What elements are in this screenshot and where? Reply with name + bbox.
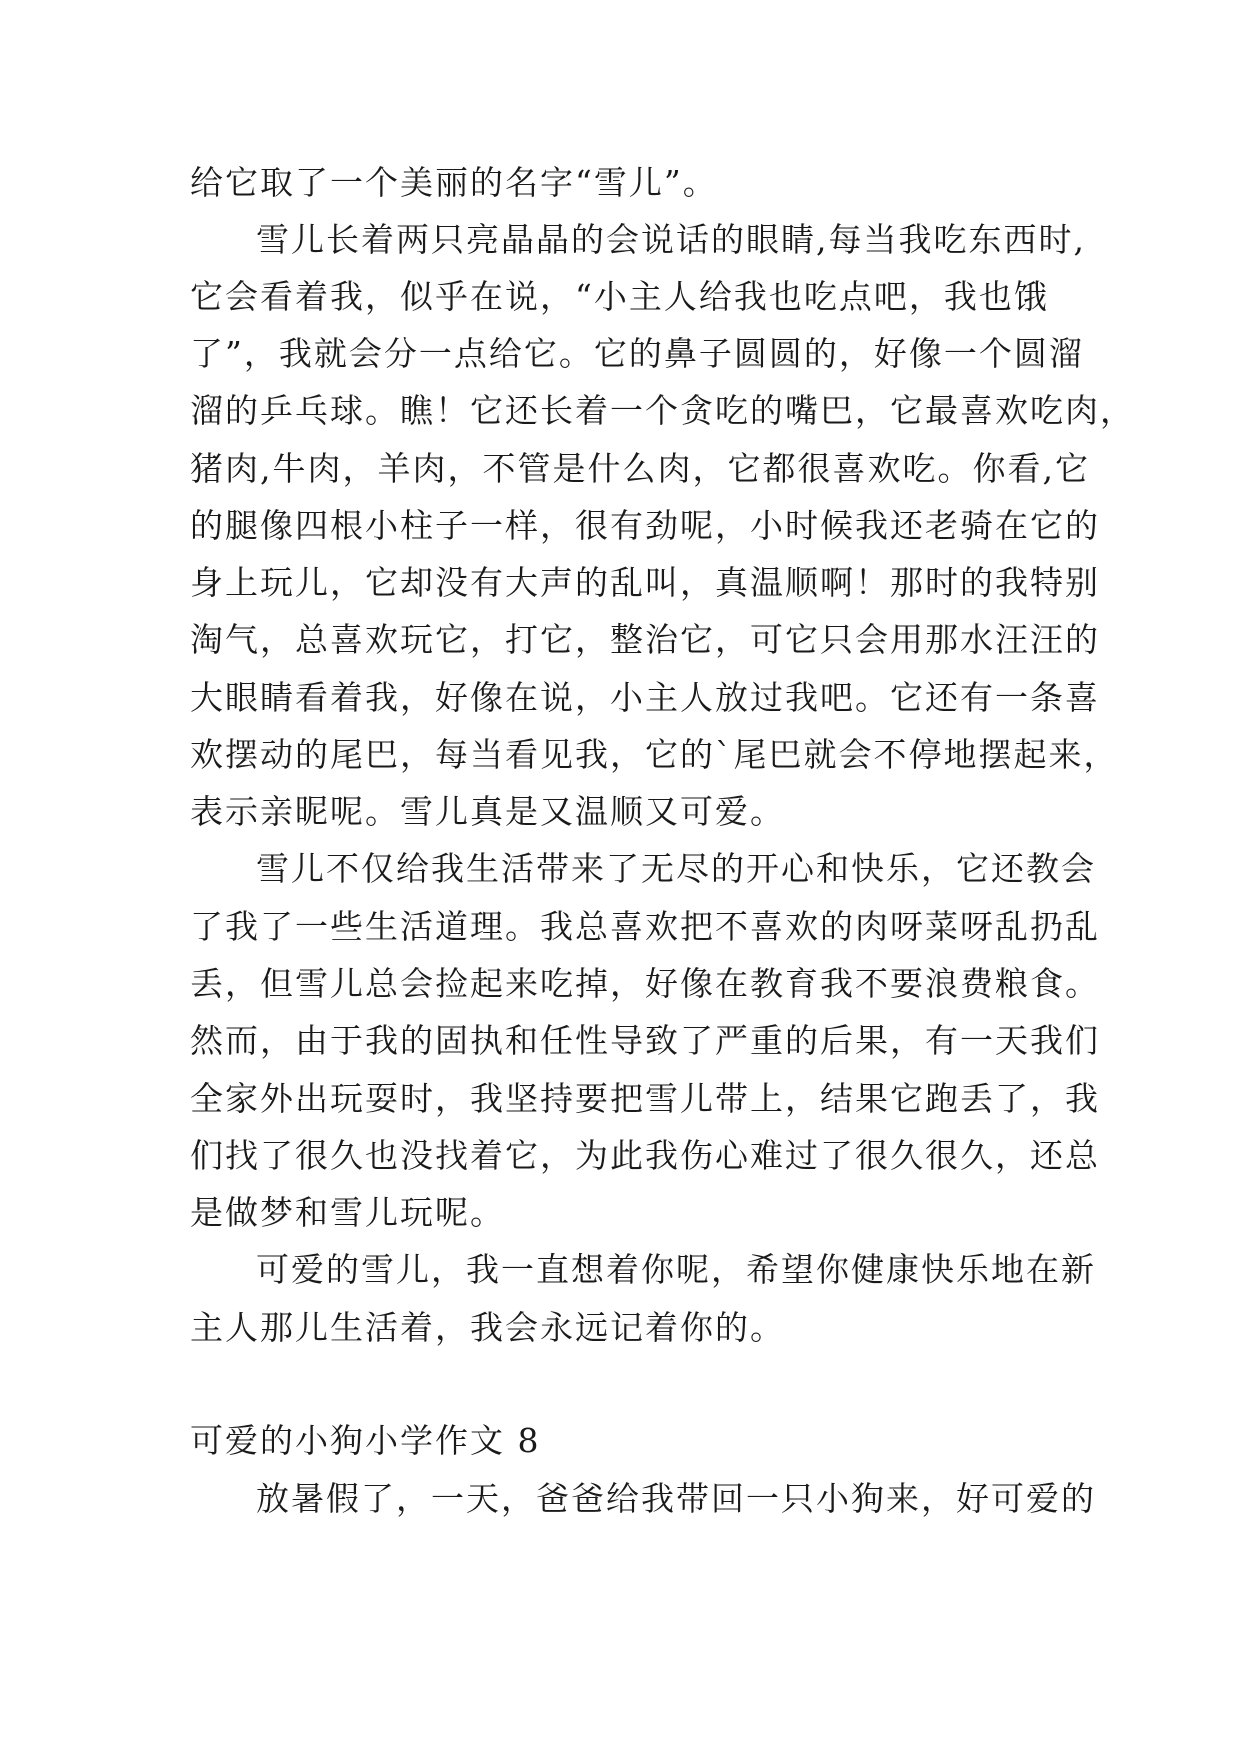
text-line-2: 雪儿长着两只亮晶晶的会说话的眼睛,每当我吃东西时, <box>256 220 1086 259</box>
text-line-1: 给它取了一个美丽的名字“雪儿”。 <box>190 163 718 202</box>
text-line-9: 淘气，总喜欢玩它，打它，整治它，可它只会用那水汪汪的 <box>190 620 1100 659</box>
text-line-6: 猪肉,牛肉，羊肉，不管是什么肉，它都很喜欢吃。你看,它 <box>190 449 1090 488</box>
text-line-8: 身上玩儿，它却没有大声的乱叫，真温顺啊！那时的我特别 <box>190 563 1100 602</box>
text-line-3: 它会看着我，似乎在说，“小主人给我也吃点吧，我也饿 <box>190 277 1049 316</box>
text-line-13: 雪儿不仅给我生活带来了无尽的开心和快乐，它还教会 <box>256 849 1096 888</box>
text-line-15: 丢，但雪儿总会捡起来吃掉，好像在教育我不要浪费粮食。 <box>190 964 1100 1003</box>
section-heading: 可爱的小狗小学作文 8 <box>190 1421 541 1460</box>
text-line-21: 主人那儿生活着，我会永远记着你的。 <box>190 1308 785 1347</box>
text-line-10: 大眼睛看着我，好像在说，小主人放过我吧。它还有一条喜 <box>190 678 1100 717</box>
text-line-4: 了”，我就会分一点给它。它的鼻子圆圆的，好像一个圆溜 <box>190 334 1084 373</box>
text-line-19: 是做梦和雪儿玩呢。 <box>190 1193 505 1232</box>
text-line-14: 了我了一些生活道理。我总喜欢把不喜欢的肉呀菜呀乱扔乱 <box>190 907 1100 946</box>
text-line-12: 表示亲昵呢。雪儿真是又温顺又可爱。 <box>190 792 785 831</box>
text-line-20: 可爱的雪儿，我一直想着你呢，希望你健康快乐地在新 <box>256 1250 1096 1289</box>
text-line-23: 放暑假了，一天，爸爸给我带回一只小狗来，好可爱的 <box>256 1479 1096 1518</box>
text-line-11: 欢摆动的尾巴，每当看见我，它的`尾巴就会不停地摆起来， <box>190 735 1119 774</box>
text-line-5: 溜的乒乓球。瞧！它还长着一个贪吃的嘴巴，它最喜欢吃肉， <box>190 391 1135 430</box>
text-line-7: 的腿像四根小柱子一样，很有劲呢，小时候我还老骑在它的 <box>190 506 1100 545</box>
text-line-16: 然而，由于我的固执和任性导致了严重的后果，有一天我们 <box>190 1021 1100 1060</box>
text-line-17: 全家外出玩耍时，我坚持要把雪儿带上，结果它跑丢了，我 <box>190 1079 1100 1118</box>
text-line-18: 们找了很久也没找着它，为此我伤心难过了很久很久，还总 <box>190 1136 1100 1175</box>
